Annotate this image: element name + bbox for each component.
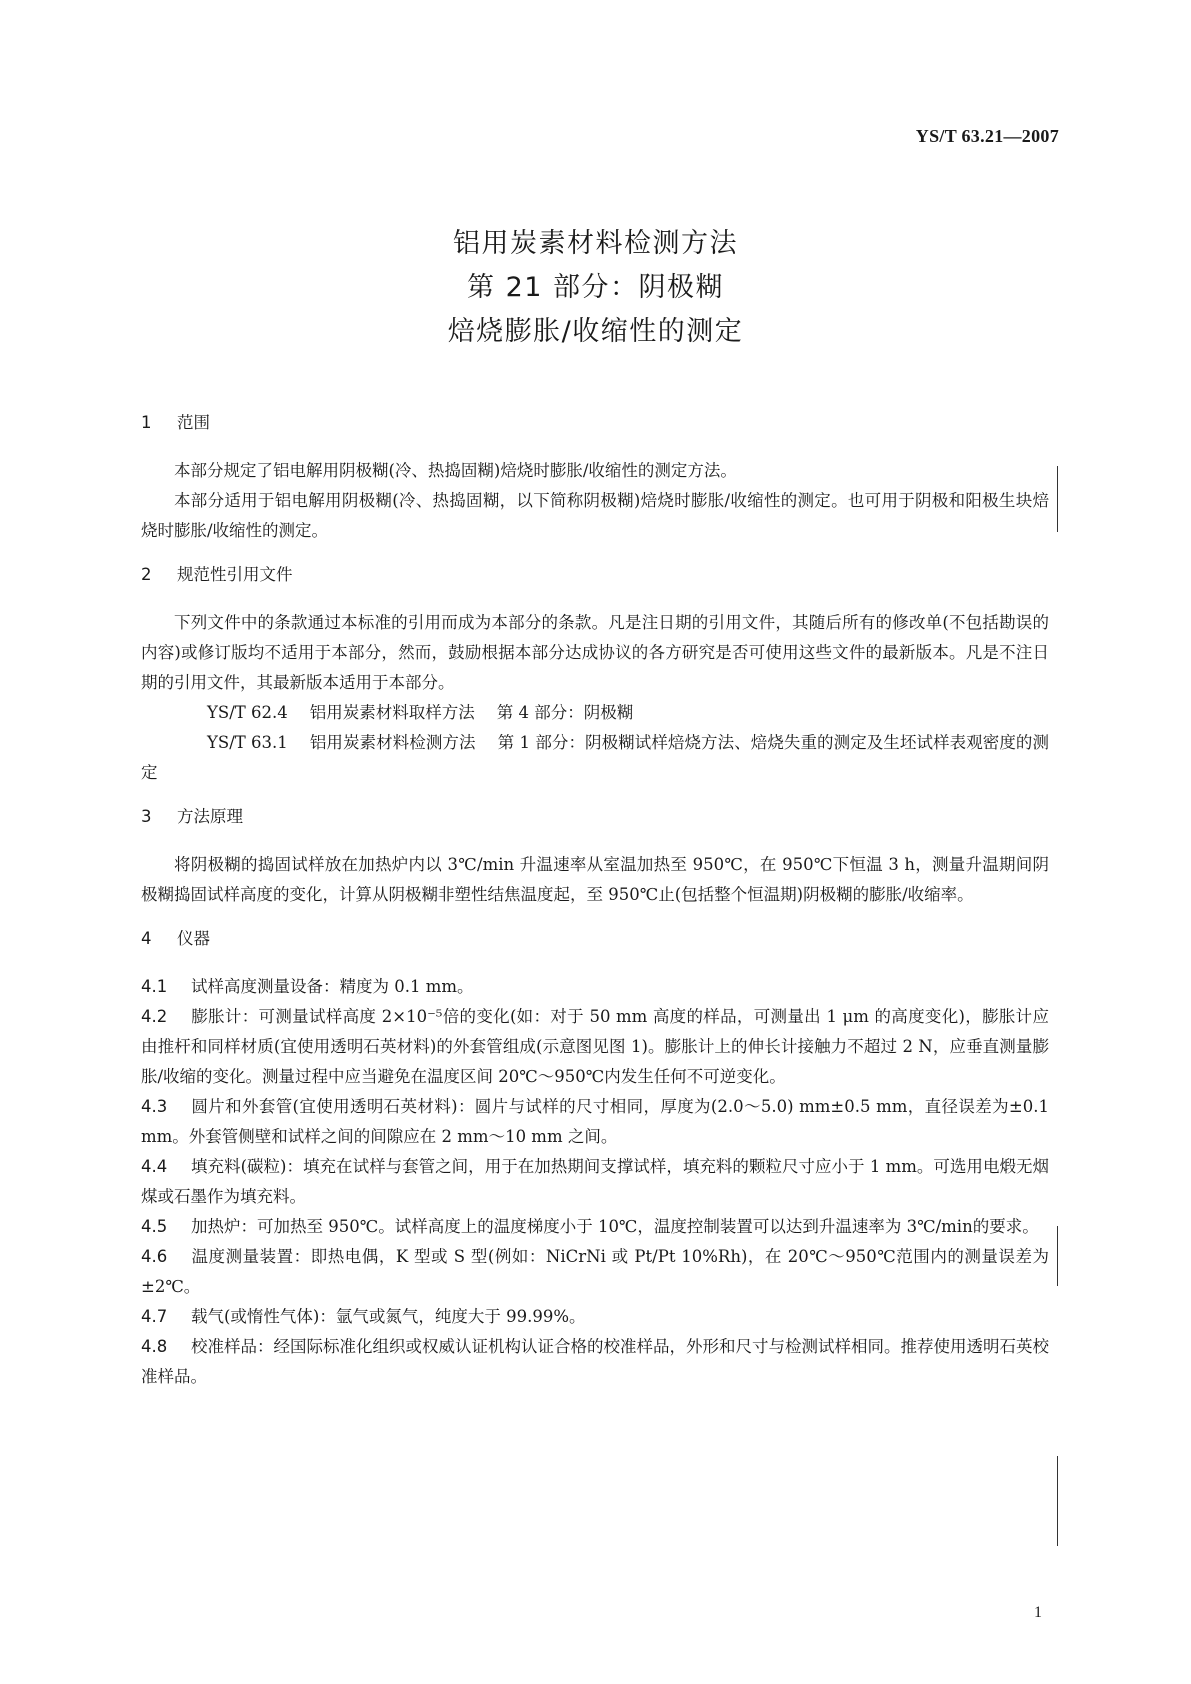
document-body xyxy=(141,408,1049,1392)
title-line-3: 焙烧膨胀/收缩性的测定 xyxy=(447,316,744,347)
clause-text: 载气(或惰性气体)：氩气或氮气，纯度大于 99.99%。 xyxy=(191,1307,586,1326)
section-2-title: 规范性引用文件 xyxy=(177,565,293,584)
section-1-paragraph-2: 本部分适用于铝电解用阴极糊(冷、热捣固糊，以下简称阴极糊)焙烧时膨胀/收缩性的测定。也可用于阴极和阳极生块焙烧时膨胀/收缩性的测定。 xyxy=(141,491,1049,540)
clause-4-4 xyxy=(141,1152,1049,1212)
clause-text: 膨胀计：可测量试样高度 2×10⁻⁵倍的变化(如：对于 50 mm 高度的样品，可测量出 1 μm 的高度变化)，膨胀计应由推杆和同样材质(宜使用透明石英材料)的外套管组成(示意图见图 1)。膨胀计上的伸长计接触力不超过 2 N，应垂直测量膨胀/收缩的变化。测量过程中应当避免在温度区间 20℃～950℃内发生任何不可逆变化。 xyxy=(141,1007,1049,1086)
reference-code: YS/T 63.1 xyxy=(207,733,288,752)
clause-4-7 xyxy=(141,1302,1049,1332)
clause-4-6 xyxy=(141,1242,1049,1302)
section-4-heading xyxy=(141,924,1049,954)
clause-number: 4.3 xyxy=(141,1097,168,1116)
section-1-title: 范围 xyxy=(177,413,210,432)
section-4-number: 4 xyxy=(141,929,152,948)
clause-text: 加热炉：可加热至 950℃。试样高度上的温度梯度小于 10℃，温度控制装置可以达到升温速率为 3℃/min的要求。 xyxy=(191,1217,1039,1236)
revision-change-bar xyxy=(1057,1456,1058,1546)
clause-number: 4.6 xyxy=(141,1247,168,1266)
section-2-heading xyxy=(141,560,1049,590)
clause-number: 4.1 xyxy=(141,977,168,996)
section-2-number: 2 xyxy=(141,565,152,584)
section-1-paragraph-1: 本部分规定了铝电解用阴极糊(冷、热捣固糊)焙烧时膨胀/收缩性的测定方法。 xyxy=(174,461,737,480)
clause-text: 圆片和外套管(宜使用透明石英材料)：圆片与试样的尺寸相同，厚度为(2.0～5.0) mm±0.5 mm，直径误差为±0.1 mm。外套管侧壁和试样之间的间隙应在 2 mm～10 mm 之间。 xyxy=(141,1097,1049,1146)
section-3-heading xyxy=(141,802,1049,832)
clause-4-2 xyxy=(141,1002,1049,1092)
clause-number: 4.4 xyxy=(141,1157,168,1176)
revision-change-bar xyxy=(1057,466,1058,532)
section-1-number: 1 xyxy=(141,413,152,432)
reference-part: 第 4 部分：阴极糊 xyxy=(496,703,634,722)
document-title xyxy=(0,222,1191,354)
standard-code: YS/T 63.21—2007 xyxy=(915,126,1059,146)
title-line-1: 铝用炭素材料检测方法 xyxy=(453,228,738,259)
clause-number: 4.7 xyxy=(141,1307,168,1326)
title-line-2: 第 21 部分：阴极糊 xyxy=(466,272,725,303)
reference-name: 铝用炭素材料检测方法 xyxy=(309,733,476,752)
reference-part: 第 1 部分：阴极糊试样焙烧方法、焙烧失重的测定及生坯试样表观密度的测定 xyxy=(141,733,1049,782)
section-2-paragraph-1: 下列文件中的条款通过本标准的引用而成为本部分的条款。凡是注日期的引用文件，其随后所有的修改单(不包括勘误的内容)或修订版均不适用于本部分，然而，鼓励根据本部分达成协议的各方研究是否可使用这些文件的最新版本。凡是不注日期的引用文件，其最新版本适用于本部分。 xyxy=(141,613,1049,692)
clause-4-1 xyxy=(141,972,1049,1002)
clause-number: 4.5 xyxy=(141,1217,168,1236)
clause-4-3 xyxy=(141,1092,1049,1152)
clause-text: 填充料(碳粒)：填充在试样与套管之间，用于在加热期间支撑试样，填充料的颗粒尺寸应小于 1 mm。可选用电煅无烟煤或石墨作为填充料。 xyxy=(141,1157,1049,1206)
clause-number: 4.2 xyxy=(141,1007,168,1026)
reference-name: 铝用炭素材料取样方法 xyxy=(309,703,475,722)
section-4-title: 仪器 xyxy=(177,929,210,948)
clause-number: 4.8 xyxy=(141,1337,168,1356)
revision-change-bar xyxy=(1057,1226,1058,1286)
clause-text: 校准样品：经国际标准化组织或权威认证机构认证合格的校准样品，外形和尺寸与检测试样相同。推荐使用透明石英校准样品。 xyxy=(141,1337,1049,1386)
reference-item xyxy=(141,698,1049,728)
clause-4-5 xyxy=(141,1212,1049,1242)
reference-code: YS/T 62.4 xyxy=(207,703,288,722)
reference-item xyxy=(141,728,1049,788)
section-3-title: 方法原理 xyxy=(177,807,243,826)
clause-text: 温度测量装置：即热电偶，K 型或 S 型(例如：NiCrNi 或 Pt/Pt 10%Rh)，在 20℃～950℃范围内的测量误差为±2℃。 xyxy=(141,1247,1049,1296)
section-1-heading xyxy=(141,408,1049,438)
section-3-number: 3 xyxy=(141,807,152,826)
clause-text: 试样高度测量设备：精度为 0.1 mm。 xyxy=(191,977,474,996)
page-number: 1 xyxy=(1034,1604,1042,1621)
section-3-paragraph-1: 将阴极糊的捣固试样放在加热炉内以 3℃/min 升温速率从室温加热至 950℃，在 950℃下恒温 3 h，测量升温期间阴极糊捣固试样高度的变化，计算从阴极糊非塑性结焦温度起，至 950℃止(包括整个恒温期)阴极糊的膨胀/收缩率。 xyxy=(141,855,1049,904)
clause-4-8 xyxy=(141,1332,1049,1392)
